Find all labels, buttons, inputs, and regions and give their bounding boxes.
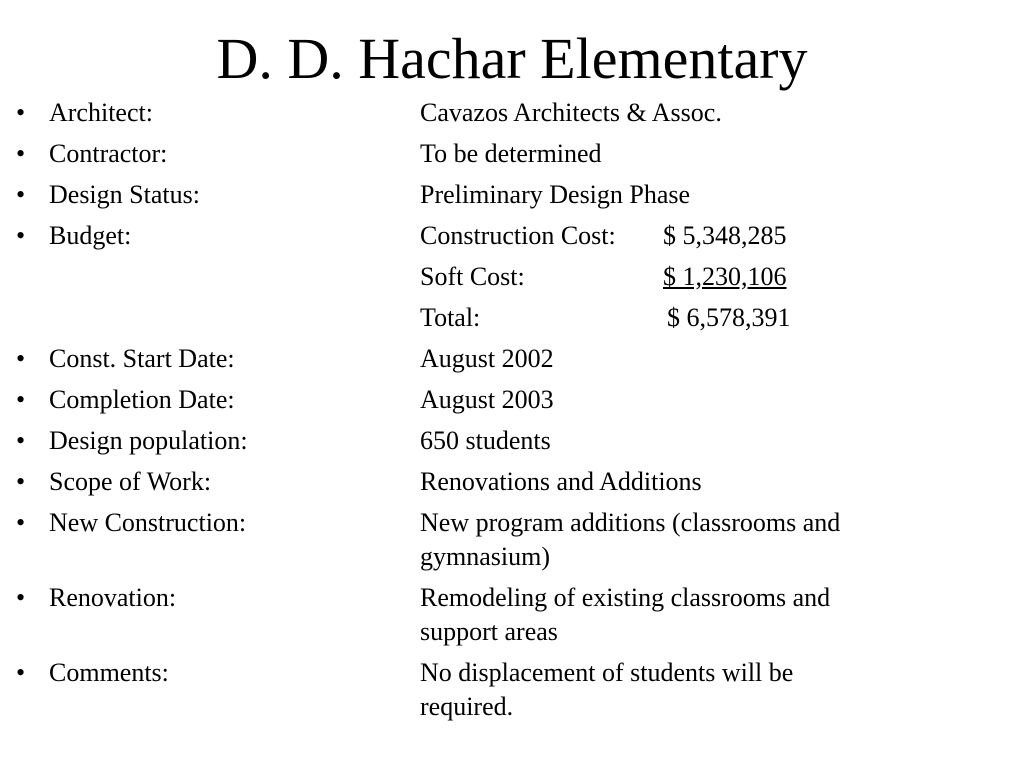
completion-date-label: Completion Date: — [49, 385, 235, 414]
bullet: • — [16, 98, 26, 127]
scope-label: Scope of Work: — [49, 467, 212, 496]
bullet: • — [16, 658, 26, 687]
bullet: • — [16, 426, 26, 455]
construction-cost-label: Construction Cost: — [420, 221, 616, 250]
bullet: • — [16, 467, 26, 496]
total-amount: $ 6,578,391 — [667, 303, 791, 332]
row-start-date — [0, 342, 1024, 383]
total-label: Total: — [420, 303, 481, 332]
row-completion-date — [0, 383, 1024, 424]
renovation-value: Remodeling of existing classrooms and support areas — [420, 583, 831, 646]
bullet: • — [16, 221, 26, 250]
row-scope — [0, 465, 1024, 506]
row-renovation — [0, 581, 1024, 656]
construction-cost-amount: $ 5,348,285 — [663, 221, 787, 250]
new-construction-value: New program additions (classrooms and gymnasium) — [420, 508, 841, 571]
row-design-status — [0, 178, 1024, 219]
bullet: • — [16, 139, 26, 168]
completion-date-value: August 2003 — [420, 385, 554, 414]
slide-title: D. D. Hachar Elementary — [216, 26, 808, 91]
soft-cost-label: Soft Cost: — [420, 262, 525, 291]
contractor-label: Contractor: — [49, 139, 168, 168]
architect-label: Architect: — [49, 98, 153, 127]
row-new-construction — [0, 506, 1024, 581]
renovation-label: Renovation: — [49, 583, 177, 612]
scope-value: Renovations and Additions — [420, 467, 702, 496]
start-date-value: August 2002 — [420, 344, 554, 373]
bullet: • — [16, 344, 26, 373]
design-population-label: Design population: — [49, 426, 248, 455]
contractor-value: To be determined — [420, 139, 602, 168]
bullet: • — [16, 385, 26, 414]
bullet: • — [16, 583, 26, 612]
new-construction-label: New Construction: — [49, 508, 247, 537]
row-design-population — [0, 424, 1024, 465]
comments-label: Comments: — [49, 658, 169, 687]
budget-label: Budget: — [49, 221, 132, 250]
row-total — [0, 301, 1024, 342]
soft-cost-amount — [663, 260, 813, 294]
soft-cost-amount-text: $ 1,230,106 — [663, 262, 787, 291]
comments-value: No displacement of students will be required. — [420, 658, 794, 721]
design-status-value: Preliminary Design Phase — [420, 180, 691, 209]
row-budget — [0, 219, 1024, 260]
project-details-list — [0, 96, 1024, 731]
design-population-value: 650 students — [420, 426, 551, 455]
design-status-label: Design Status: — [49, 180, 200, 209]
bullet: • — [16, 180, 26, 209]
row-soft-cost — [0, 260, 1024, 301]
bullet: • — [16, 508, 26, 537]
row-comments — [0, 656, 1024, 731]
architect-value: Cavazos Architects & Assoc. — [420, 98, 722, 127]
row-architect — [0, 96, 1024, 137]
row-contractor — [0, 137, 1024, 178]
start-date-label: Const. Start Date: — [49, 344, 235, 373]
